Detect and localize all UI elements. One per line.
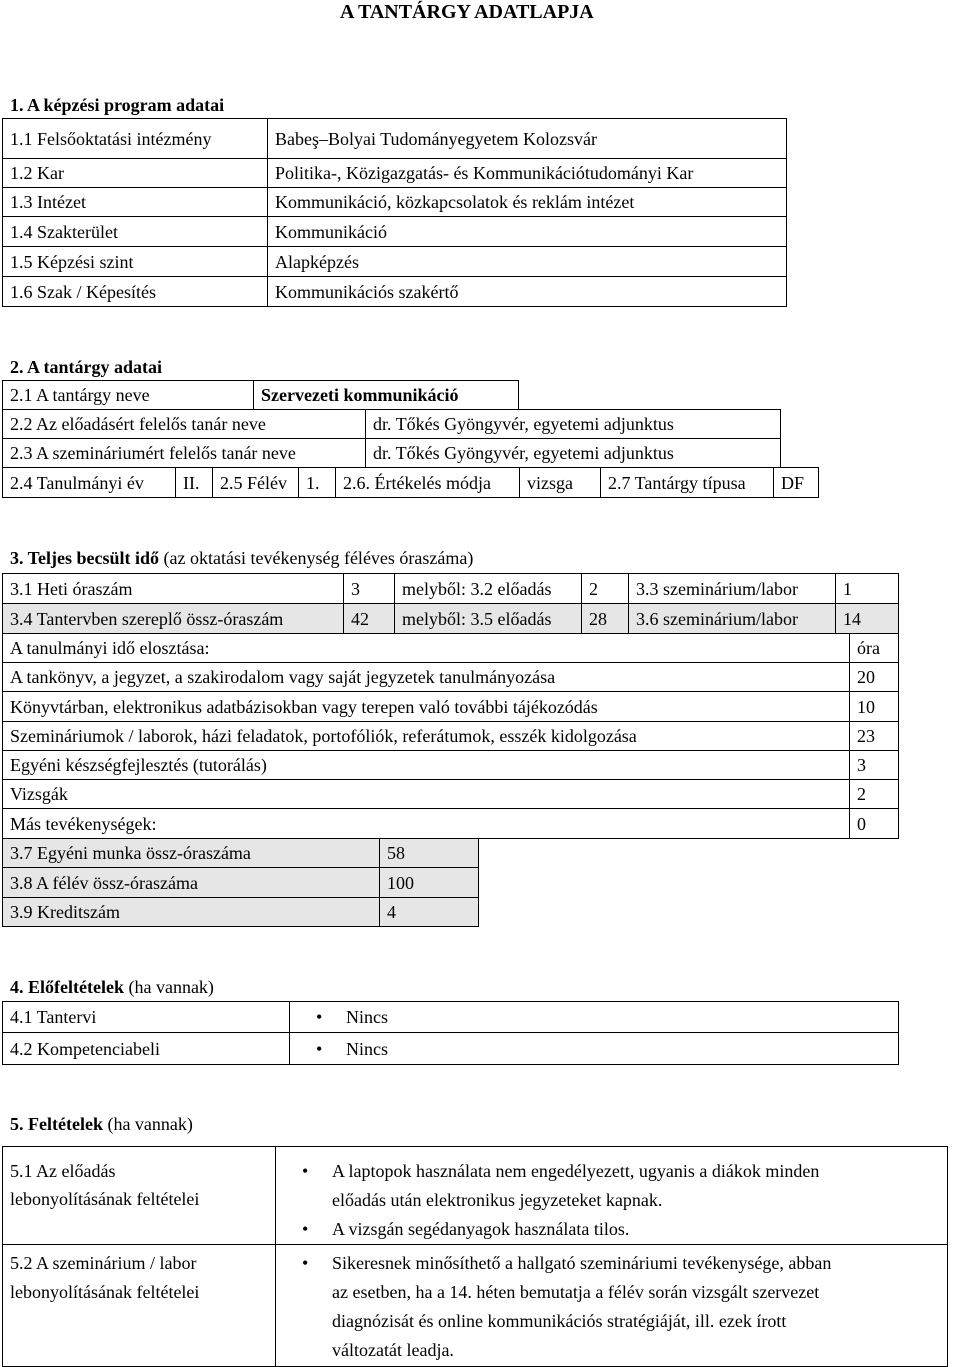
- seminar-lecturer-label: 2.3 A szemináriumért felelős tanár neve: [3, 439, 366, 468]
- individual-work-label: 3.7 Egyéni munka össz-óraszáma: [3, 839, 380, 868]
- distribution-value: 2: [850, 780, 899, 809]
- distribution-value: 20: [850, 663, 899, 692]
- subject-type-label: 2.7 Tantárgy típusa: [601, 468, 774, 498]
- conditions-table: [2, 1146, 948, 1367]
- total-seminar-label: 3.6 szeminárium/labor: [629, 604, 836, 634]
- row-value: Alapképzés: [268, 247, 787, 277]
- distribution-header-unit: óra: [850, 634, 899, 663]
- distribution-label: Más tevékenységek:: [3, 809, 850, 839]
- seminar-hours-label: 3.3 szeminárium/labor: [629, 574, 836, 604]
- weekly-hours-value: 3: [344, 574, 395, 604]
- document-title: A TANTÁRGY ADATLAPJA: [340, 1, 594, 23]
- total-lecture-value: 28: [582, 604, 629, 634]
- section-5-heading: [10, 1115, 193, 1133]
- row-value: Kommunikációs szakértő: [268, 277, 787, 307]
- bullet: •: [316, 1038, 323, 1059]
- semester-total-value: 100: [380, 868, 479, 898]
- evaluation-value: vizsga: [520, 468, 601, 498]
- subject-type-value: DF: [774, 468, 819, 498]
- lecturer-label: 2.2 Az előadásért felelős tanár neve: [3, 410, 366, 439]
- bullet: •: [302, 1219, 309, 1239]
- row-label: 1.2 Kar: [3, 159, 268, 188]
- distribution-value: 10: [850, 692, 899, 722]
- row-value: Kommunikáció: [268, 217, 787, 247]
- total-seminar-value: 14: [836, 604, 899, 634]
- year-label: 2.4 Tanulmányi év: [3, 468, 176, 498]
- seminar-condition-line-2: az esetben, ha a 14. héten bemutatja a félév során vizsgált szervezet: [332, 1282, 820, 1302]
- total-lecture-label: melyből: 3.5 előadás: [395, 604, 582, 634]
- lecture-conditions-label-2: lebonyolításának feltételei: [10, 1189, 200, 1209]
- row-label: 1.1 Felsőoktatási intézmény: [3, 119, 268, 159]
- lecture-condition-2: A vizsgán segédanyagok használata tilos.: [332, 1219, 630, 1239]
- lecturer-value: dr. Tőkés Gyöngyvér, egyetemi adjunktus: [366, 410, 781, 439]
- section-3-heading: [10, 549, 473, 567]
- bullet: •: [302, 1253, 309, 1273]
- distribution-label: Könyvtárban, elektronikus adatbázisokban vagy terepen való további tájékozódás: [3, 692, 850, 722]
- seminar-condition-line-4: változatát leadja.: [332, 1340, 454, 1360]
- row-label: 1.5 Képzési szint: [3, 247, 268, 277]
- lecture-condition-1-line-1: A laptopok használata nem engedélyezett, ugyanis a diákok minden: [332, 1161, 820, 1181]
- prerequisite-value: Nincs: [346, 1038, 388, 1059]
- distribution-label: A tankönyv, a jegyzet, a szakirodalom vagy saját jegyzetek tanulmányozása: [3, 663, 850, 692]
- seminar-hours-value: 1: [836, 574, 899, 604]
- program-data-table: [2, 118, 787, 307]
- distribution-value: 3: [850, 751, 899, 780]
- section-2-heading: 2. A tantárgy adatai: [10, 357, 163, 377]
- credits-value: 4: [380, 898, 479, 927]
- subject-name-label: 2.1 A tantárgy neve: [3, 381, 254, 410]
- prerequisite-label: 4.2 Kompetenciabeli: [3, 1033, 290, 1065]
- distribution-label: Egyéni készségfejlesztés (tutorálás): [3, 751, 850, 780]
- lecture-hours-label: melyből: 3.2 előadás: [395, 574, 582, 604]
- lecture-conditions-label-1: 5.1 Az előadás: [10, 1161, 116, 1181]
- section-4-heading: [10, 978, 214, 996]
- section-4-heading-bold: 4. Előfeltételek: [10, 977, 124, 997]
- evaluation-label: 2.6. Értékelés módja: [336, 468, 520, 498]
- total-hours-label: 3.4 Tantervben szereplő össz-óraszám: [3, 604, 344, 634]
- distribution-value: 0: [850, 809, 899, 839]
- row-label: 1.3 Intézet: [3, 188, 268, 217]
- row-label: 1.6 Szak / Képesítés: [3, 277, 268, 307]
- lecture-condition-1-line-2: előadás után elektronikus jegyzeteket kapnak.: [332, 1190, 663, 1210]
- distribution-label: Szemináriumok / laborok, házi feladatok, portofóliók, referátumok, esszék kidolgozása: [3, 722, 850, 751]
- prerequisite-value: Nincs: [346, 1007, 388, 1027]
- seminar-conditions-label-1: 5.2 A szeminárium / labor: [10, 1253, 197, 1273]
- section-5-heading-bold: 5. Feltételek: [10, 1114, 103, 1134]
- section-3-heading-note: (az oktatási tevékenység féléves óraszáma): [159, 548, 474, 568]
- section-4-heading-note: (ha vannak): [123, 977, 214, 997]
- row-value: Politika-, Közigazgatás- és Kommunikációtudományi Kar: [268, 159, 787, 188]
- subject-name-table: [2, 380, 519, 410]
- individual-work-value: 58: [380, 839, 479, 868]
- total-hours-value: 42: [344, 604, 395, 634]
- semester-label: 2.5 Félév: [213, 468, 299, 498]
- distribution-value: 23: [850, 722, 899, 751]
- prerequisites-table: [2, 1001, 899, 1065]
- totals-table: [2, 838, 479, 927]
- distribution-header-label: A tanulmányi idő elosztása:: [3, 634, 850, 663]
- seminar-lecturer-value: dr. Tőkés Gyöngyvér, egyetemi adjunktus: [366, 439, 781, 468]
- row-label: 1.4 Szakterület: [3, 217, 268, 247]
- semester-total-label: 3.8 A félév össz-óraszáma: [3, 868, 380, 898]
- subject-attributes-table: [2, 467, 819, 498]
- subject-name-value: Szervezeti kommunikáció: [254, 381, 519, 410]
- lecture-hours-value: 2: [582, 574, 629, 604]
- seminar-condition-line-1: Sikeresnek minősíthető a hallgató szemináriumi tevékenysége, abban: [332, 1253, 832, 1273]
- prerequisite-label: 4.1 Tantervi: [3, 1002, 290, 1033]
- section-3-heading-bold: 3. Teljes becsült idő: [10, 548, 160, 568]
- semester-value: 1.: [299, 468, 336, 498]
- year-value: II.: [176, 468, 213, 498]
- distribution-label: Vizsgák: [3, 780, 850, 809]
- seminar-conditions-label-2: lebonyolításának feltételei: [10, 1282, 200, 1302]
- hours-table: [2, 573, 899, 634]
- row-value: Babeş–Bolyai Tudományegyetem Kolozsvár: [268, 119, 787, 159]
- bullet: •: [316, 1007, 323, 1027]
- credits-label: 3.9 Kreditszám: [3, 898, 380, 927]
- bullet: •: [302, 1161, 309, 1181]
- time-distribution-table: [2, 633, 899, 839]
- section-5-heading-note: (ha vannak): [102, 1114, 193, 1134]
- seminar-condition-line-3: diagnózisát és online kommunikációs stratégiáját, ill. ezek írott: [332, 1311, 787, 1331]
- row-value: Kommunikáció, közkapcsolatok és reklám intézet: [268, 188, 787, 217]
- lecturer-table: [2, 409, 781, 468]
- section-1-heading: 1. A képzési program adatai: [10, 95, 225, 115]
- weekly-hours-label: 3.1 Heti óraszám: [3, 574, 344, 604]
